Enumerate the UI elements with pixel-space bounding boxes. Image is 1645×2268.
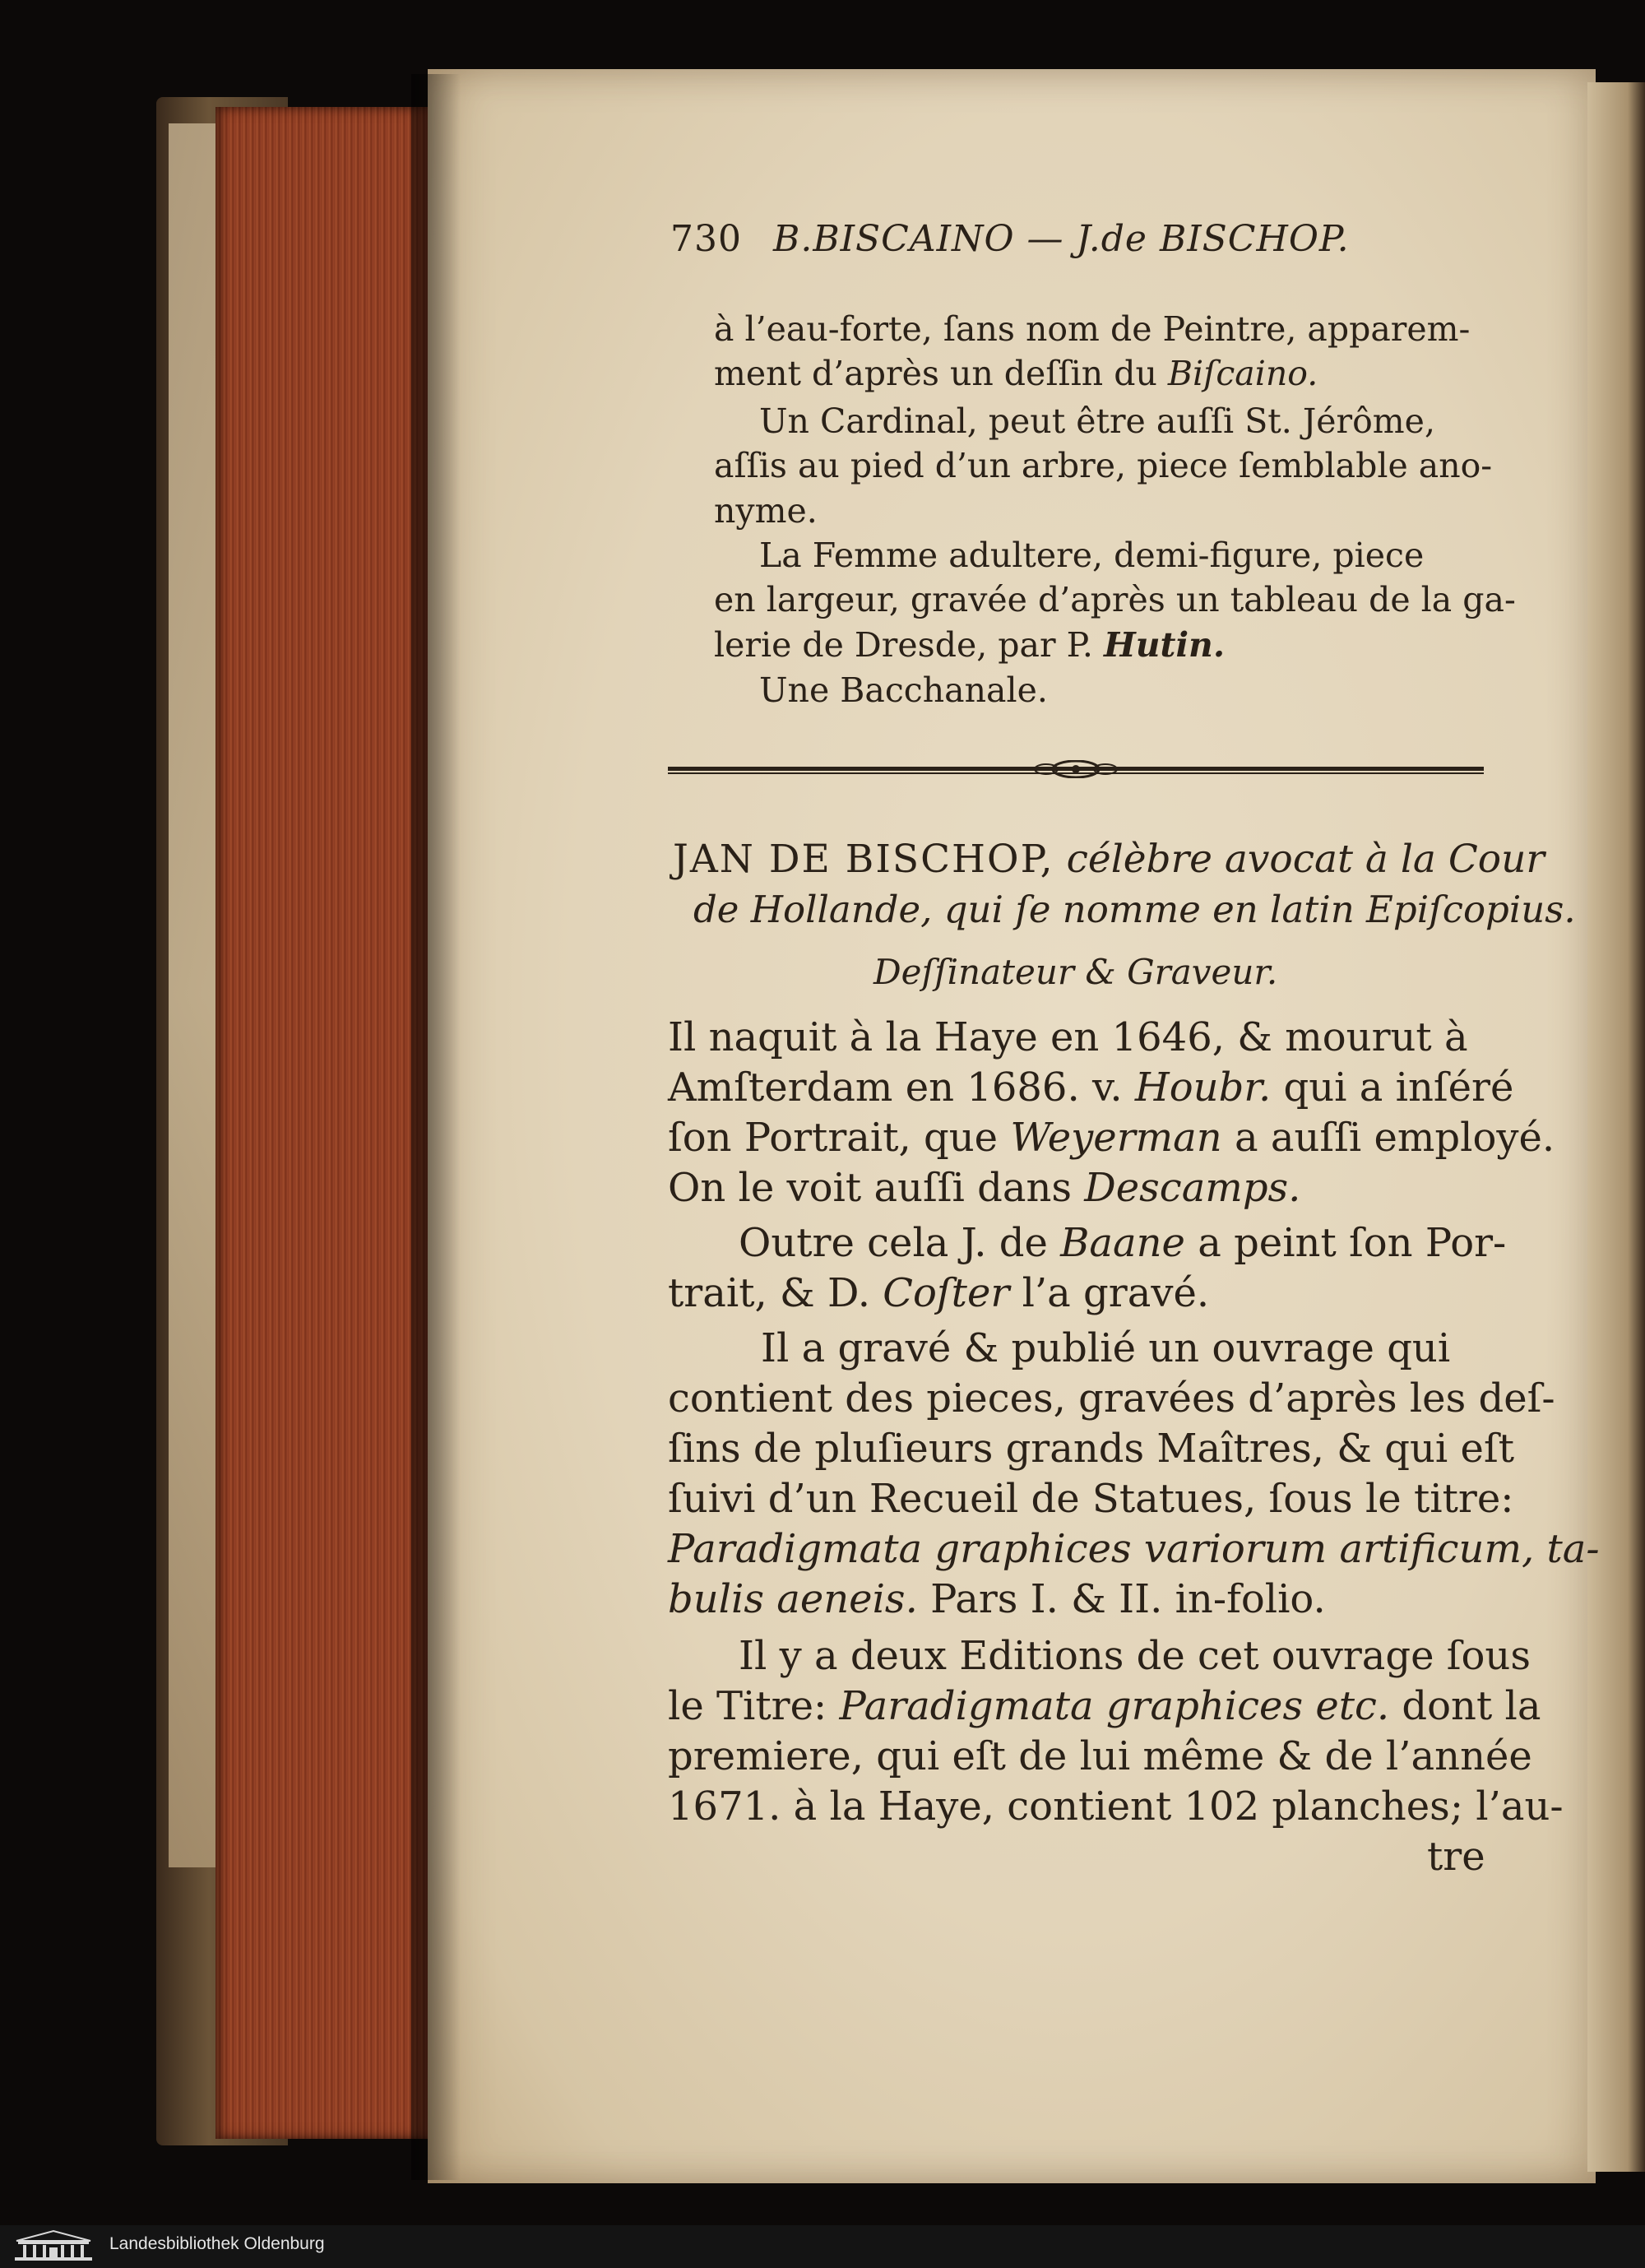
library-name[interactable]: Landesbibliothek Oldenburg xyxy=(109,2234,325,2253)
text-line: ſins de pluſieurs grands Maîtres, & qui eſt xyxy=(668,1426,1514,1472)
text-line: ment d’après un deſſin du Biſcaino. xyxy=(714,354,1318,393)
running-title: B.BISCAINO — J.de BISCHOP. xyxy=(773,218,1350,260)
text-line: bulis aeneis. Pars I. & II. in-folio. xyxy=(668,1576,1326,1622)
text-line: le Titre: Paradigmata graphices etc. dont la xyxy=(668,1683,1541,1729)
text-line: contient des pieces, gravées d’après les deſ- xyxy=(668,1375,1555,1422)
library-building-icon xyxy=(8,2229,99,2262)
text-line: On le voit auſſi dans Descamps. xyxy=(668,1165,1301,1211)
text-line: Paradigmata graphices variorum artificum, ta- xyxy=(668,1526,1600,1572)
text-line: ſon Portrait, que Weyerman a auſſi employé. xyxy=(668,1115,1555,1161)
page-edges xyxy=(215,107,429,2139)
text-line: Un Cardinal, peut être auſſi St. Jérôme, xyxy=(759,401,1435,441)
entry-heading: JAN DE BISCHOP, célèbre avocat à la Cour xyxy=(673,837,1545,882)
text-line: aſſis au pied d’un arbre, piece ſemblable ano- xyxy=(714,446,1493,485)
text-line: ſuivi d’un Recueil de Statues, ſous le titre: xyxy=(668,1476,1514,1522)
ornamental-rule xyxy=(668,760,1484,778)
text-line: La Femme adultere, demi-figure, piece xyxy=(759,536,1425,575)
next-page-edge xyxy=(1587,82,1645,2172)
text-line: à l’eau-forte, ſans nom de Peintre, apparem- xyxy=(714,309,1471,349)
text-line: Une Bacchanale. xyxy=(759,670,1048,710)
text-line: Amſterdam en 1686. v. Houbr. qui a inſéré xyxy=(668,1064,1514,1111)
text-line: lerie de Dresde, par P. Hutin. xyxy=(714,625,1226,665)
entry-heading-line2: de Hollande, qui ſe nomme en latin Epiſcopius. xyxy=(693,888,1576,931)
text-line: premiere, qui eſt de lui même & de l’année xyxy=(668,1733,1532,1779)
text-line: Il y a deux Editions de cet ouvrage ſous xyxy=(739,1633,1531,1679)
text-line: 1671. à la Haye, contient 102 planches; l’au- xyxy=(668,1783,1564,1830)
text-line: nyme. xyxy=(714,491,818,531)
entry-subheading: Deſſinateur & Graveur. xyxy=(873,952,1278,992)
page-number: 730 xyxy=(670,218,742,260)
text-line: Il a gravé & publié un ouvrage qui xyxy=(761,1325,1451,1371)
text-line: trait, & D. Coſter l’a gravé. xyxy=(668,1270,1210,1316)
spine-shadow xyxy=(411,74,461,2180)
text-line: Il naquit à la Haye en 1646, & mourut à xyxy=(668,1014,1468,1060)
catchword: tre xyxy=(1427,1834,1485,1880)
text-line: en largeur, gravée d’après un tableau de la ga- xyxy=(714,580,1516,619)
text-line: Outre cela J. de Baane a peint ſon Por- xyxy=(739,1220,1507,1266)
